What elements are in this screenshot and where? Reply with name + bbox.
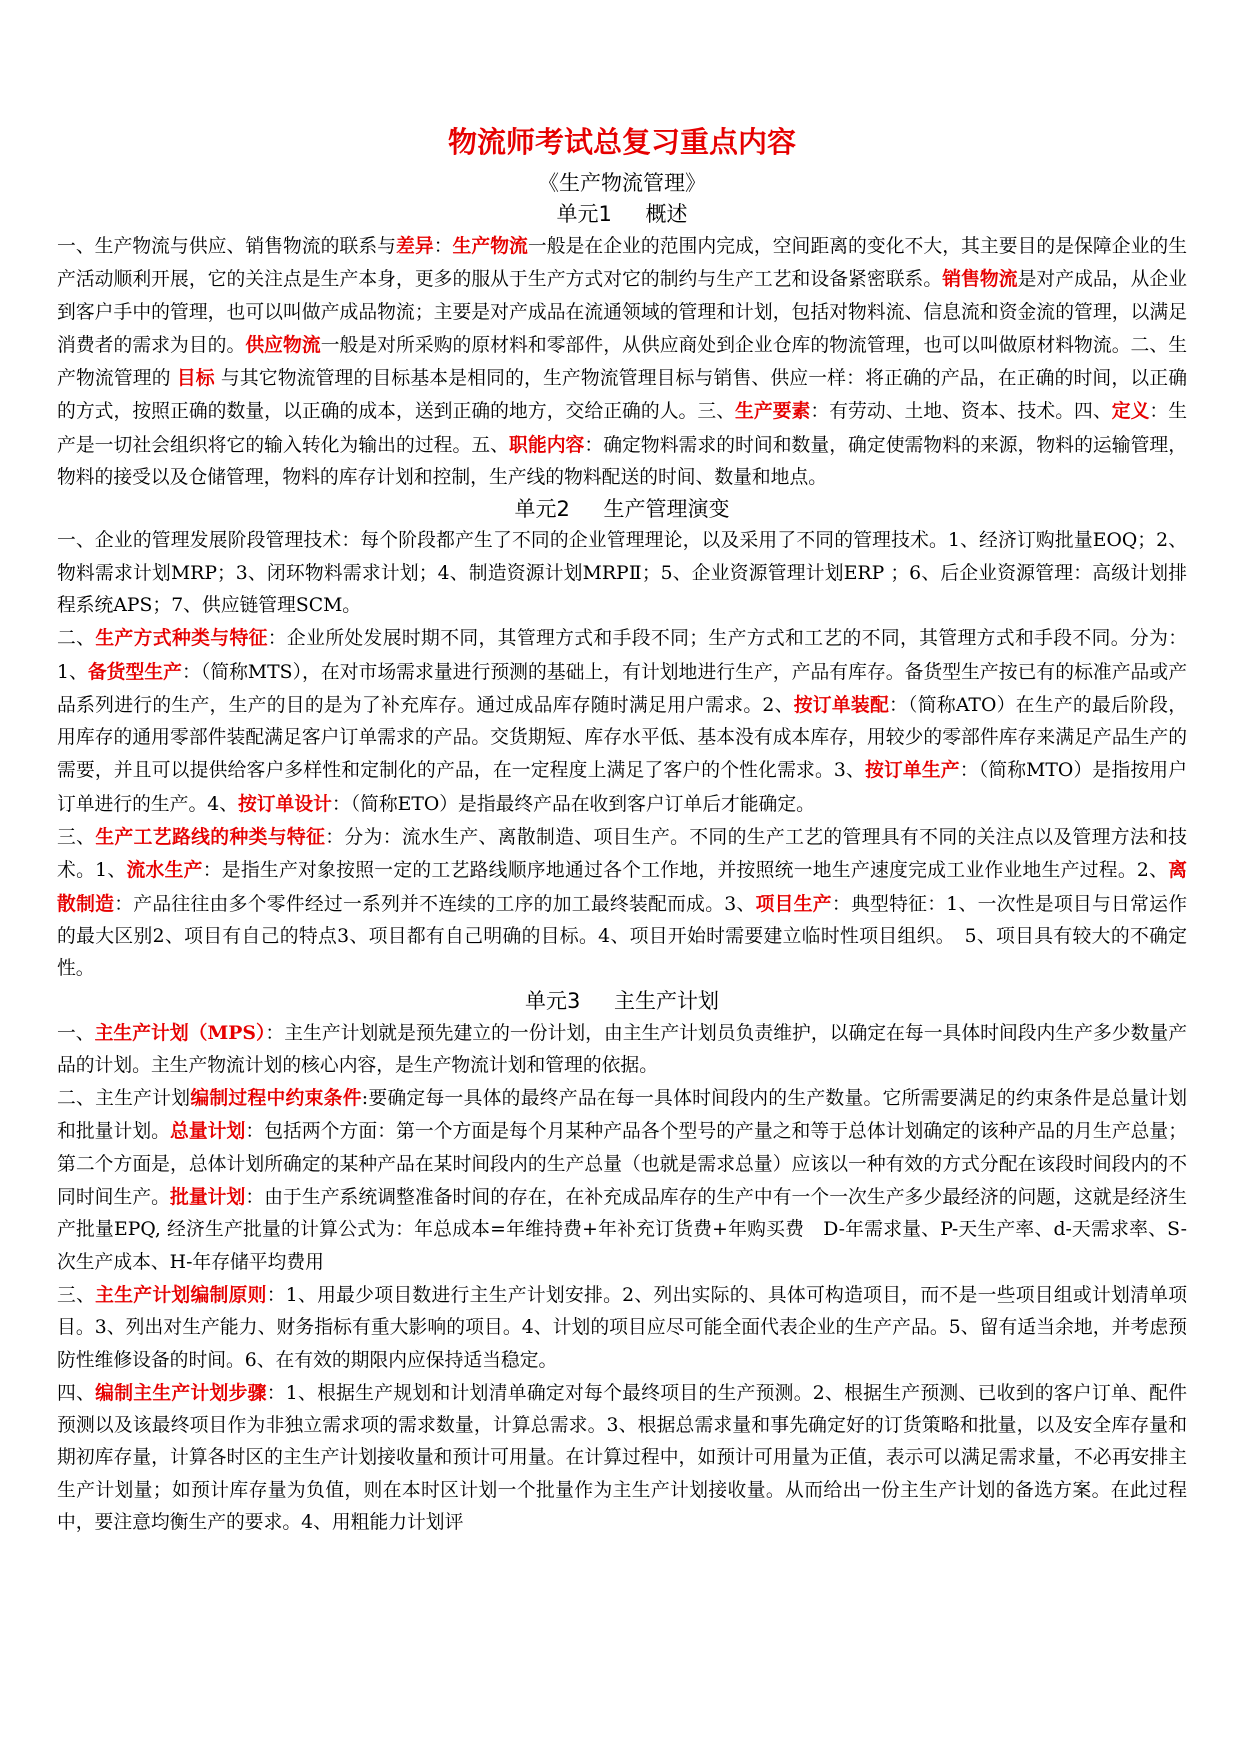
highlighted-term: 编制过程中约束条件 [190,1087,362,1110]
body-text: 与其它物流管理的目标基本是相同的，生产物流管理目标与销售、供应一样：将正确的产品，在正确的时间，以正确的方式，按照正确的数量，以正确的成本，送到正确的地方，交给正确的人。三、 [57,368,1188,423]
highlighted-term: 生产要素 [735,400,811,423]
highlighted-term: 目标 [176,367,215,390]
book-subtitle: 《生产物流管理》 [538,171,706,195]
paragraph [57,821,1187,985]
units-container [57,199,1187,1539]
highlighted-term: 生产方式种类与特征 [95,627,268,650]
highlighted-term: 项目生产 [755,892,832,915]
body-text: ：（简称ETO）是指最终产品在收到客户订单后才能确定。 [331,793,815,815]
highlighted-term: 离散制造 [57,859,1187,915]
highlighted-term: 总量计划 [170,1120,246,1143]
body-text: ：企业所处发展时期不同，其管理方式和手段不同；生产方式和工艺的不同，其管理方式和手段不同。分为：1、 [57,628,1188,683]
body-text: ：主生产计划就是预先建立的一份计划，由主生产计划员负责维护，以确定在每一具体时间段内生产多少数量产品的计划。主生产物流计划的核心内容，是生产物流计划和管理的依据。 [57,1022,1188,1076]
body-text: ：1、用最少项目数进行主生产计划安排。2、列出实际的、具体可构造项目，而不是一些项目组或计划清单项目。3、列出对生产能力、财务指标有重大影响的项目。4、计划的项目应尽可能全面代表企业的生产产品。5、留有适当余地，并考虑预防性维修设备的时间。6、在有效的期限内应保持适当稳定。 [57,1284,1188,1371]
body-text: 一、 [57,1022,95,1044]
highlighted-term: 按订单生产 [865,759,960,782]
highlighted-term: 差异 [396,235,434,257]
body-text: ：确定物料需求的时间和数量，确定使需物料的来源，物料的运输管理，物料的接受以及仓储管理，物料的库存计划和控制，生产线的物料配送的时间、数量和地点。 [57,434,1188,489]
paragraph [57,1279,1187,1377]
body-text: 一般是对所采购的原材料和零部件，从供应商处到企业仓库的物流管理，也可以叫做原材料物流。二、生产物流管理的 [57,334,1188,390]
unit-number: 单元3 [525,988,581,1013]
unit-number: 单元2 [514,497,570,522]
body-text: 一、企业的管理发展阶段管理技术：每个阶段都产生了不同的企业管理理论，以及采用了不同的管理技术。1、经济订购批量EOQ；2、物料需求计划MRP；3、闭环物料需求计划；4、制造资源计划MRPⅡ；5、企业资源管理计划ERP ；6、后企业资源管理：高级计划排程系统APS；7、供应链管理SCM。 [57,530,1187,616]
body-text: ：分为：流水生产、离散制造、项目生产。不同的生产工艺的管理具有不同的关注点以及管理方法和技术。1、 [57,827,1188,882]
highlighted-term: 销售物流 [942,268,1018,291]
body-text: ：1、根据生产规划和计划清单确定对每个最终项目的生产预测。2、根据生产预测、已收到的客户订单、配件预测以及该最终项目作为非独立需求项的需求数量，计算总需求。3、根据总需求量和事先确定好的订货策略和批量，以及安全库存量和期初库存量，计算各时区的主生产计划接收量和预计可用量。在计算过程中，如预计可用量为正值，表示可以满足需求量，不必再安排主生产计划量；如预计库存量为负值，则在本时区计划一个批量作为主生产计划接收量。从而给出一份主生产计划的备选方案。在此过程中，要注意均衡生产的要求。4、用粗能力计划评 [57,1382,1188,1533]
unit-heading [57,986,1187,1017]
highlighted-term: 备货型生产 [87,660,182,683]
body-text: 三、 [57,1284,96,1306]
unit-heading [57,494,1187,525]
highlighted-term: 流水生产 [126,859,203,882]
highlighted-term: 生产物流 [452,235,528,257]
document-body [57,118,1187,1539]
body-text: 二、 [57,628,96,650]
unit-number: 单元1 [556,202,612,226]
body-text: ：（简称ATO）在生产的最后阶段，用库存的通用零部件装配满足客户订单需求的产品。交货期短、库存水平低、基本没有成本库存，用较少的零部件库存来满足产品生产的需要，并且可以提供给客户多样性和定制化的产品，在一定程度上满足了客户的个性化需求。3、 [57,694,1187,782]
page-title: 物流师考试总复习重点内容 [447,125,796,159]
highlighted-term: 生产工艺路线的种类与特征 [95,826,326,849]
body-text: :要确定每一具体的最终产品在每一具体时间段内的生产数量。它所需要满足的约束条件是总量计划和批量计划。 [57,1088,1188,1143]
paragraph [57,230,1187,494]
paragraph [57,525,1187,622]
paragraph [57,1377,1187,1539]
body-text: ：典型特征：1、一次性是项目与日常运作的最大区别2、项目有自己的特点3、项目都有自己明确的目标。4、项目开始时需要建立临时性项目组织。 5、项目具有较大的不确定性。 [57,893,1188,980]
body-text: ：包括两个方面：第一个方面是每个月某种产品各个型号的产量之和等于总体计划确定的该种产品的月生产总量；第二个方面是，总体计划所确定的某种产品在某时间段内的生产总量（也就是需求总量）应该以一种有效的方式分配在该段时间段内的不同时间生产。 [57,1121,1188,1209]
body-text: 一般是在企业的范围内完成，空间距离的变化不大，其主要目的是保障企业的生产活动顺利开展，它的关注点是生产本身，更多的服从于生产方式对它的制约与生产工艺和设备紧密联系。 [57,236,1188,291]
body-text: 四、 [57,1382,96,1404]
paragraph [57,1082,1187,1279]
highlighted-term: 供应物流 [245,333,321,356]
body-text: ：（简称MTO）是指按用户订单进行的生产。4、 [57,760,1188,815]
body-text: ：是指生产对象按照一定的工艺路线顺序地通过各个工作地，并按照统一地生产速度完成工业作业地生产过程。2、 [202,860,1169,882]
highlighted-term: 主生产计划（MPS） [94,1021,266,1044]
paragraph [57,1017,1187,1083]
body-text: ： [433,236,453,257]
paragraph [57,622,1187,821]
unit-name: 概述 [645,202,688,226]
unit-name: 生产管理演变 [603,497,730,522]
body-text: 一、生产物流与供应、销售物流的联系与 [57,236,397,257]
body-text: 三、 [57,827,96,849]
body-text: ：生产是一切社会组织将它的输入转化为输出的过程。五、 [57,401,1188,456]
unit-name: 主生产计划 [613,988,719,1013]
highlighted-term: 主生产计划编制原则 [95,1283,267,1306]
highlighted-term: 职能内容 [509,433,585,456]
body-text: 是对产成品，从企业到客户手中的管理，也可以叫做产成品物流；主要是对产成品在流通领域的管理和计划，包括对物料流、信息流和资金流的管理，以满足消费者的需求为目的。 [57,269,1188,356]
body-text: ：（简称MTS），在对市场需求量进行预测的基础上，有计划地进行生产，产品有库存。备货型生产按已有的标准产品或产品系列进行的生产，生产的目的是为了补充库存。通过成品库存随时满足用户需求。2、 [57,661,1188,716]
highlighted-term: 按订单设计 [237,792,332,815]
body-text: ：有劳动、土地、资本、技术。四、 [810,401,1112,423]
highlighted-term: 编制主生产计划步骤 [95,1381,267,1404]
unit-heading [57,199,1187,230]
body-text: ：产品往往由多个零件经过一系列并不连续的工序的加工最终装配而成。3、 [114,893,756,915]
highlighted-term: 按订单装配 [793,693,890,716]
body-text: 二、主生产计划 [57,1088,191,1110]
highlighted-term: 批量计划 [170,1186,246,1209]
body-text: ：由于生产系统调整准备时间的存在，在补充成品库存的生产中有一个一次生产多少最经济的问题，这就是经济生产批量EPQ, 经济生产批量的计算公式为：年总成本=年维持费+年补充订货费+年购买费 D-年需求量、P-天生产率、d-天需求率、S-次生产成本、H-年存储平均费用 [57,1187,1188,1273]
highlighted-term: 定义 [1111,400,1150,423]
